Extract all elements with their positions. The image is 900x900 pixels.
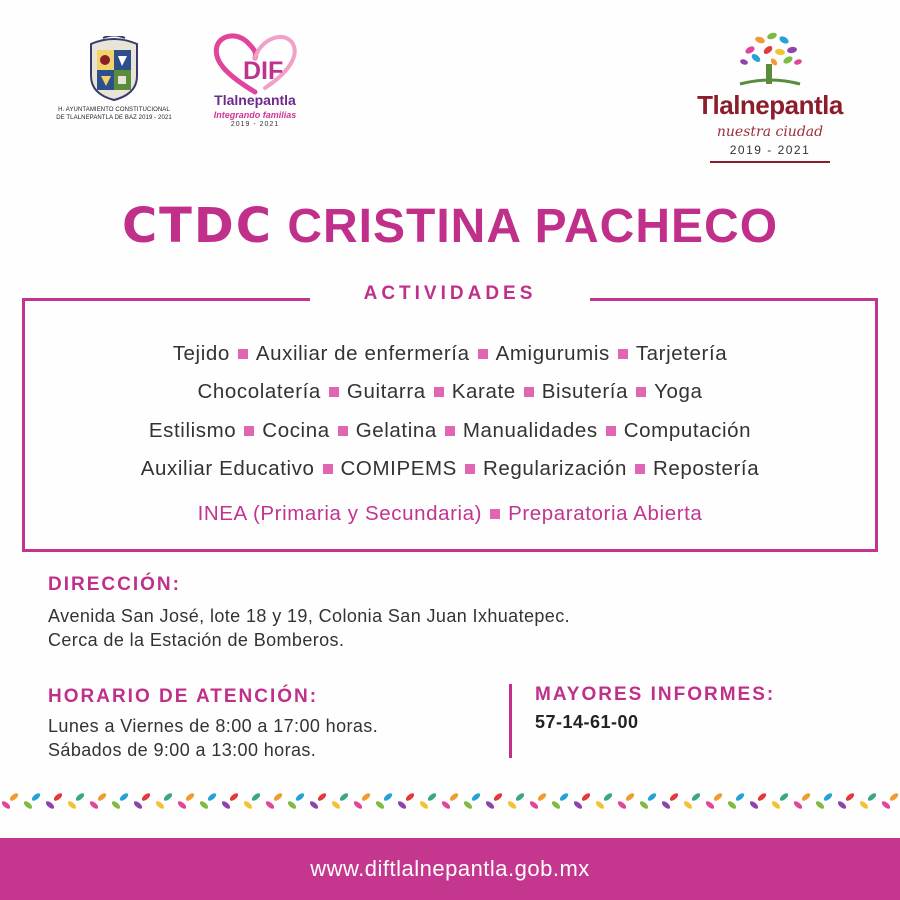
leaf-icon: [661, 800, 672, 810]
dif-years: 2019 - 2021: [230, 121, 280, 128]
leaf-icon: [75, 792, 86, 802]
leaf-icon: [485, 800, 496, 810]
activities-row-3: [22, 419, 878, 443]
leaf-icon: [683, 800, 694, 810]
leaf-icon: [185, 792, 196, 802]
activities-label: ACTIVIDADES: [310, 283, 590, 305]
city-years: 2019 - 2021: [729, 143, 811, 157]
bullet-square-icon: [524, 387, 534, 397]
leaf-icon: [67, 800, 78, 810]
leaf-icon: [823, 792, 834, 802]
leaf-icon: [265, 800, 276, 810]
bullet-square-icon: [606, 426, 616, 436]
bullet-square-icon: [244, 426, 254, 436]
leaf-icon: [287, 800, 298, 810]
city-slogan: nuestra ciudad: [716, 124, 824, 140]
dif-word: DIF: [243, 57, 284, 85]
leaf-icon: [23, 800, 34, 810]
leaf-icon: [375, 800, 386, 810]
activities-row-4: [22, 457, 878, 481]
leaf-icon: [309, 800, 320, 810]
leaf-icon: [295, 792, 306, 802]
leaf-icon: [625, 792, 636, 802]
leaf-icon: [229, 792, 240, 802]
leaf-icon: [493, 792, 504, 802]
bullet-square-icon: [478, 349, 488, 359]
leaf-icon: [617, 800, 628, 810]
leaf-icon: [647, 792, 658, 802]
city-logo-rule: [710, 161, 830, 163]
footer-bar: [0, 838, 900, 900]
activities-row-1: [22, 342, 878, 366]
leaf-icon: [639, 800, 650, 810]
activity-item: Auxiliar Educativo: [140, 457, 315, 480]
address-heading: DIRECCIÓN:: [48, 574, 181, 595]
title-prefix: CTDC: [121, 198, 273, 254]
municipal-crest-logo: [44, 36, 184, 122]
leaf-icon: [845, 792, 856, 802]
address-line-2: Cerca de la Estación de Bomberos.: [48, 630, 345, 650]
title-name: CRISTINA PACHECO: [287, 200, 779, 253]
bullet-square-icon: [636, 387, 646, 397]
leaf-icon: [881, 800, 892, 810]
leaf-icon: [221, 800, 232, 810]
leaf-icon: [427, 792, 438, 802]
activity-item: Cocina: [262, 419, 330, 442]
city-name: Tlalnepantla: [697, 90, 843, 120]
leaf-icon: [177, 800, 188, 810]
leaf-icon: [551, 800, 562, 810]
leaf-icon: [463, 800, 474, 810]
leaf-icon: [361, 792, 372, 802]
leaf-icon: [89, 800, 100, 810]
leaf-icon: [537, 792, 548, 802]
activity-item: Tejido: [172, 342, 230, 365]
page-title: [0, 198, 900, 254]
decorative-leaf-border: [0, 786, 900, 816]
activity-item: Repostería: [652, 457, 760, 480]
contact-phone: 57-14-61-00: [535, 712, 639, 732]
bullet-square-icon: [618, 349, 628, 359]
leaf-icon: [771, 800, 782, 810]
leaf-icon: [339, 792, 350, 802]
leaf-icon: [199, 800, 210, 810]
leaf-icon: [45, 800, 56, 810]
leaf-icon: [441, 800, 452, 810]
leaf-icon: [705, 800, 716, 810]
contact-divider: [509, 684, 512, 758]
activity-item: Manualidades: [462, 419, 598, 442]
activity-item: Computación: [623, 419, 752, 442]
activity-item: Guitarra: [346, 380, 426, 403]
bullet-square-icon: [323, 464, 333, 474]
leaf-icon: [243, 800, 254, 810]
leaf-icon: [53, 792, 64, 802]
bullet-square-icon: [238, 349, 248, 359]
activity-item: Amigurumis: [495, 342, 610, 365]
address-line-1: Avenida San José, lote 18 y 19, Colonia San Juan Ixhuatepec.: [48, 606, 571, 626]
bullet-square-icon: [329, 387, 339, 397]
activity-item: Preparatoria Abierta: [508, 502, 703, 525]
leaf-icon: [119, 792, 130, 802]
leaf-icon: [111, 800, 122, 810]
leaf-icon: [727, 800, 738, 810]
leaf-icon: [207, 792, 218, 802]
leaf-icon: [133, 800, 144, 810]
hours-line-1: Lunes a Viernes de 8:00 a 17:00 horas.: [48, 716, 379, 736]
leaf-icon: [779, 792, 790, 802]
bullet-square-icon: [635, 464, 645, 474]
activity-item: Estilismo: [148, 419, 237, 442]
leaf-icon: [155, 800, 166, 810]
leaf-icon: [889, 792, 900, 802]
activity-item: Gelatina: [355, 419, 437, 442]
activity-item: Bisutería: [541, 380, 629, 403]
activity-item: Yoga: [654, 380, 703, 403]
leaf-icon: [317, 792, 328, 802]
leaf-icon: [141, 792, 152, 802]
bullet-square-icon: [490, 509, 500, 519]
leaf-icon: [603, 792, 614, 802]
dif-city-name: Tlalnepantla: [214, 92, 296, 108]
leaf-icon: [397, 800, 408, 810]
address-text: [48, 604, 570, 652]
leaf-icon: [383, 792, 394, 802]
leaf-icon: [507, 800, 518, 810]
leaf-icon: [573, 800, 584, 810]
bullet-square-icon: [338, 426, 348, 436]
hours-line-2: Sábados de 9:00 a 13:00 horas.: [48, 740, 317, 760]
activities-row-2: [22, 380, 878, 404]
leaf-icon: [331, 800, 342, 810]
leaf-icon: [559, 792, 570, 802]
leaf-icon: [669, 792, 680, 802]
leaf-icon: [471, 792, 482, 802]
leaf-icon: [405, 792, 416, 802]
leaf-icon: [837, 800, 848, 810]
leaf-icon: [749, 800, 760, 810]
leaf-icon: [9, 792, 20, 802]
activities-highlight-row: [22, 502, 878, 526]
contact-heading: MAYORES INFORMES:: [535, 684, 776, 705]
tree-icon: [680, 30, 860, 92]
leaf-icon: [867, 792, 878, 802]
leaf-icon: [735, 792, 746, 802]
activity-item: INEA (Primaria y Secundaria): [197, 502, 483, 525]
activity-item: Karate: [451, 380, 516, 403]
leaf-icon: [163, 792, 174, 802]
leaf-icon: [581, 792, 592, 802]
bullet-square-icon: [434, 387, 444, 397]
dif-tagline: Integrando familias: [213, 110, 297, 120]
leaf-icon: [515, 792, 526, 802]
leaf-icon: [419, 800, 430, 810]
leaf-icon: [251, 792, 262, 802]
activity-item: COMIPEMS: [340, 457, 457, 480]
crest-caption: H. AYUNTAMIENTO CONSTITUCIONAL DE TLALNEPANTLA DE BAZ 2019 - 2021: [56, 107, 172, 121]
leaf-icon: [793, 800, 804, 810]
hours-heading: HORARIO DE ATENCIÓN:: [48, 686, 319, 707]
coat-of-arms-icon: [85, 36, 143, 102]
activity-item: Chocolatería: [197, 380, 321, 403]
activity-item: Regularización: [482, 457, 627, 480]
activity-item: Tarjetería: [635, 342, 728, 365]
bullet-square-icon: [445, 426, 455, 436]
leaf-icon: [97, 792, 108, 802]
leaf-icon: [31, 792, 42, 802]
leaf-icon: [529, 800, 540, 810]
leaf-icon: [757, 792, 768, 802]
hours-text: [48, 714, 378, 762]
activity-item: Auxiliar de enfermería: [255, 342, 470, 365]
leaf-icon: [595, 800, 606, 810]
leaf-icon: [713, 792, 724, 802]
leaf-icon: [353, 800, 364, 810]
leaf-icon: [801, 792, 812, 802]
leaf-icon: [449, 792, 460, 802]
website-link[interactable]: www.diftlalnepantla.gob.mx: [310, 856, 590, 881]
leaf-icon: [815, 800, 826, 810]
leaf-icon: [691, 792, 702, 802]
leaf-icon: [1, 800, 12, 810]
leaf-icon: [859, 800, 870, 810]
leaf-icon: [273, 792, 284, 802]
bullet-square-icon: [465, 464, 475, 474]
